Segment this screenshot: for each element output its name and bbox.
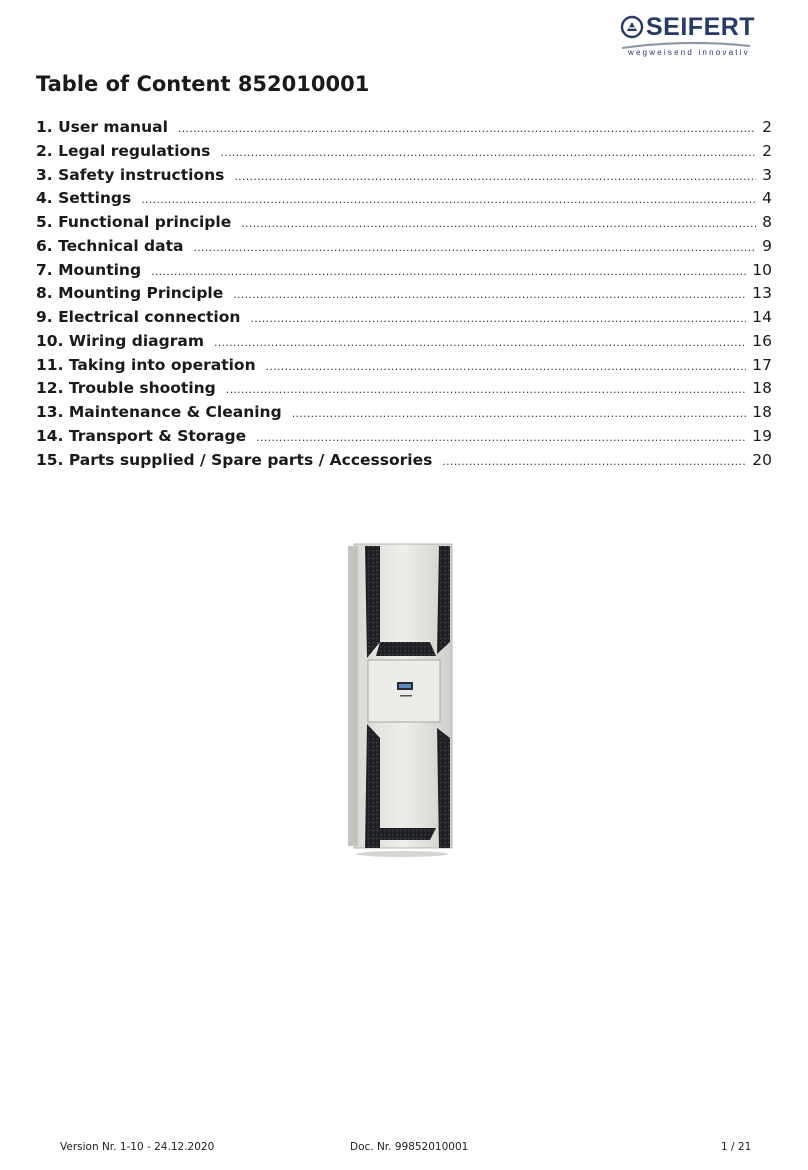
toc-leader-dots xyxy=(226,383,746,396)
toc-leader-dots xyxy=(214,336,746,349)
toc-leader-dots xyxy=(266,360,747,373)
toc-entry[interactable] xyxy=(36,308,772,332)
toc-entry[interactable] xyxy=(36,189,772,213)
product-image xyxy=(340,538,464,858)
toc-entry[interactable] xyxy=(36,261,772,285)
page-title: Table of Content 852010001 xyxy=(36,72,370,96)
toc-entry-label: 10. Wiring diagram xyxy=(36,331,204,350)
toc-entry[interactable] xyxy=(36,118,772,142)
toc-entry-label: 5. Functional principle xyxy=(36,213,232,231)
toc-entry[interactable] xyxy=(36,237,772,261)
toc-leader-dots xyxy=(292,407,747,420)
seifert-logo xyxy=(620,14,760,68)
toc-entry-page: 16 xyxy=(752,331,772,350)
toc-entry-label: 2. Legal regulations xyxy=(36,141,211,160)
toc-entry[interactable] xyxy=(36,213,772,237)
toc-entry-label: 8. Mounting Principle xyxy=(36,284,224,303)
toc-entry-label: 6. Technical data xyxy=(36,236,184,255)
toc-entry[interactable] xyxy=(36,379,772,403)
toc-entry[interactable] xyxy=(36,284,772,308)
table-of-contents xyxy=(36,118,772,474)
toc-leader-dots xyxy=(193,241,756,254)
toc-leader-dots xyxy=(220,146,756,159)
seifert-mark-icon xyxy=(620,15,644,39)
toc-leader-dots xyxy=(442,455,746,468)
toc-entry-page: 20 xyxy=(752,450,772,469)
toc-leader-dots xyxy=(234,170,756,183)
toc-entry-label: 1. User manual xyxy=(36,118,168,136)
toc-entry-label: 15. Parts supplied / Spare parts / Accessories xyxy=(36,450,433,469)
toc-entry-label: 11. Taking into operation xyxy=(36,355,256,374)
toc-entry-page: 4 xyxy=(762,189,772,208)
toc-entry-page: 14 xyxy=(752,308,772,326)
toc-entry-label: 9. Electrical connection xyxy=(36,308,241,326)
toc-entry[interactable] xyxy=(36,356,772,380)
toc-leader-dots xyxy=(141,193,756,206)
toc-entry-label: 7. Mounting xyxy=(36,260,142,279)
footer-version: Version Nr. 1-10 - 24.12.2020 xyxy=(60,1141,215,1153)
toc-entry[interactable] xyxy=(36,451,772,475)
toc-entry-label: 12. Trouble shooting xyxy=(36,379,216,398)
toc-entry-page: 17 xyxy=(752,355,772,374)
toc-entry-page: 13 xyxy=(752,284,772,303)
toc-entry-page: 2 xyxy=(762,141,772,160)
toc-entry[interactable] xyxy=(36,427,772,451)
toc-entry[interactable] xyxy=(36,166,772,190)
toc-entry-label: 14. Transport & Storage xyxy=(36,426,247,445)
footer-page-number: 1 / 21 xyxy=(721,1141,752,1153)
toc-entry-label: 13. Maintenance & Cleaning xyxy=(36,403,282,421)
toc-entry-page: 9 xyxy=(762,236,772,255)
toc-entry-page: 18 xyxy=(752,403,772,421)
logo-tagline: wegweisend innovativ xyxy=(628,48,750,57)
toc-entry-page: 19 xyxy=(752,426,772,445)
toc-leader-dots xyxy=(256,431,746,444)
toc-entry-page: 3 xyxy=(762,165,772,184)
toc-entry[interactable] xyxy=(36,332,772,356)
toc-entry-page: 8 xyxy=(762,213,772,231)
toc-leader-dots xyxy=(250,312,746,325)
toc-entry-page: 2 xyxy=(762,118,772,136)
footer-doc-number: Doc. Nr. 99852010001 xyxy=(350,1141,469,1153)
toc-leader-dots xyxy=(241,217,756,230)
logo-wordmark: SEIFERT xyxy=(646,13,756,41)
toc-leader-dots xyxy=(151,265,746,278)
toc-entry-label: 4. Settings xyxy=(36,189,132,208)
toc-entry-label: 3. Safety instructions xyxy=(36,165,225,184)
toc-leader-dots xyxy=(178,122,756,135)
toc-entry-page: 10 xyxy=(752,260,772,279)
toc-entry[interactable] xyxy=(36,403,772,427)
toc-leader-dots xyxy=(233,288,746,301)
toc-entry-page: 18 xyxy=(752,379,772,398)
toc-entry[interactable] xyxy=(36,142,772,166)
